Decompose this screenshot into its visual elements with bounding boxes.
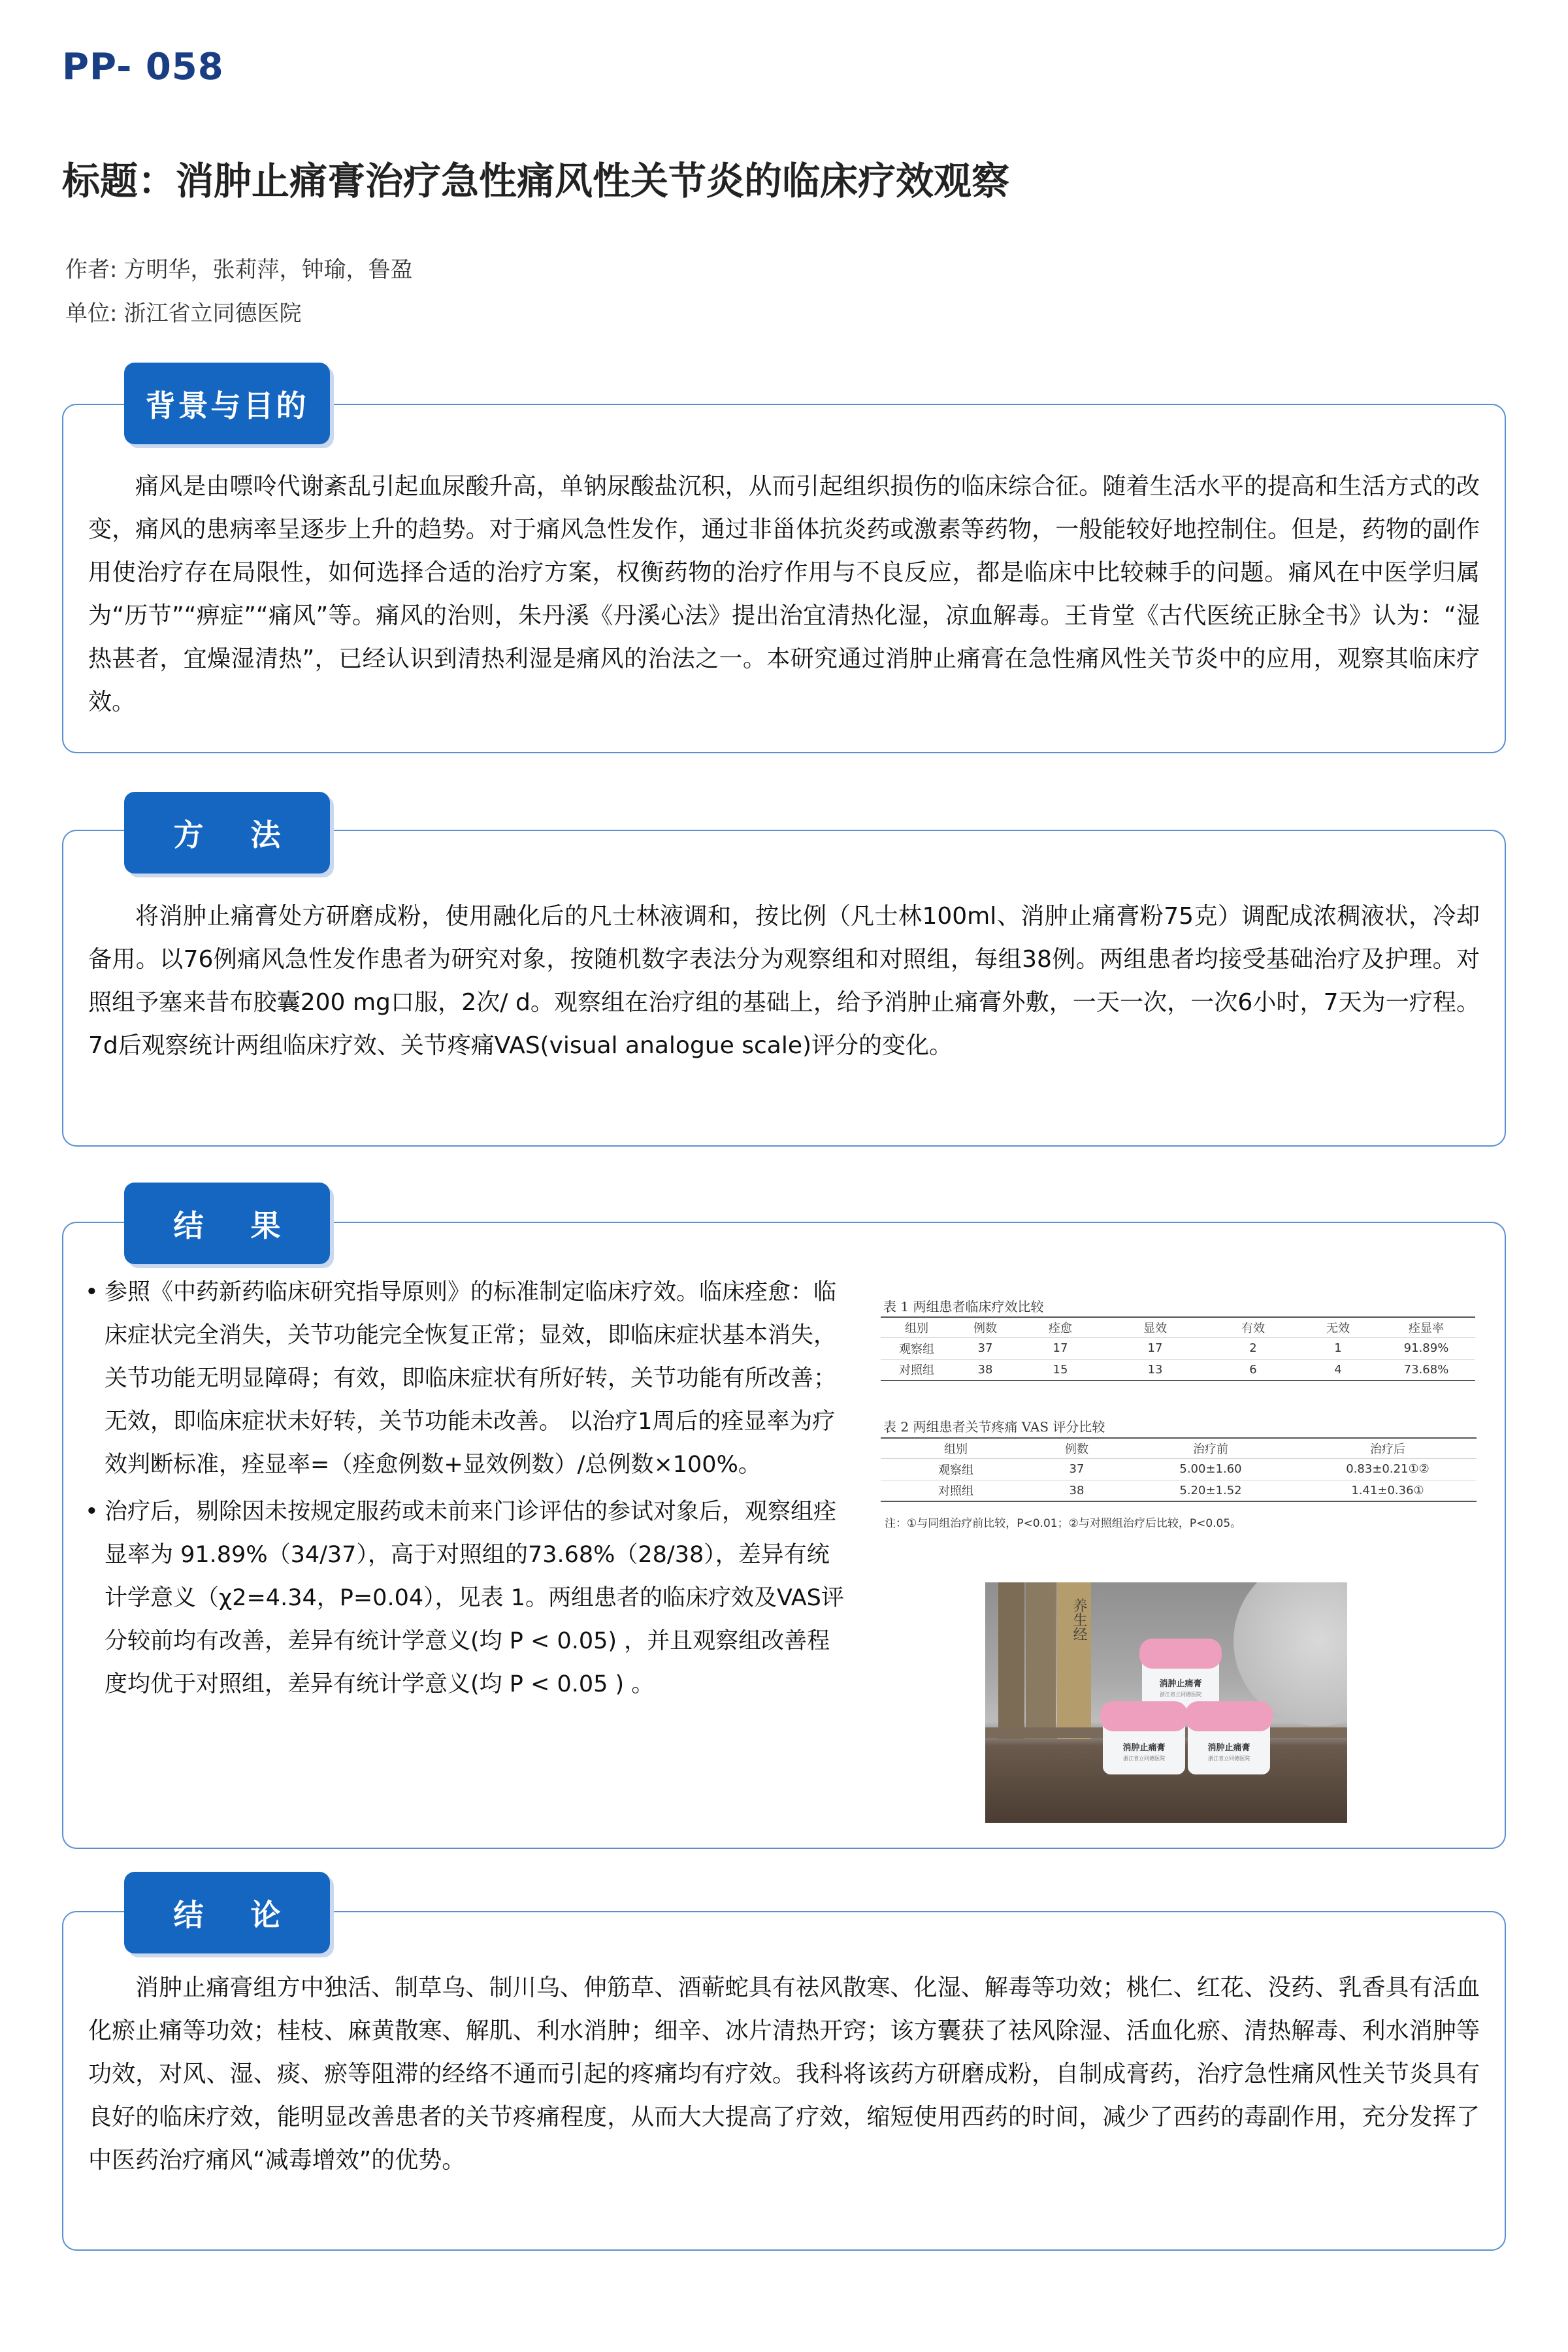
- book-spine: [998, 1582, 1024, 1739]
- table2-header: 治疗前: [1122, 1438, 1299, 1458]
- table-row: [881, 1337, 1475, 1359]
- table1-cell: 37: [953, 1337, 1018, 1359]
- table1-cell: 15: [1018, 1359, 1103, 1380]
- results-heading: 结 果: [124, 1183, 330, 1264]
- methods-heading: 方 法: [124, 792, 330, 874]
- table1-cell: 13: [1103, 1359, 1207, 1380]
- table1-cell: 观察组: [881, 1337, 953, 1359]
- conclusion-text: 消肿止痛膏组方中独活、制草乌、制川乌、伸筋草、酒蕲蛇具有祛风散寒、化湿、解毒等功效；桃仁、红花、没药、乳香具有活血化瘀止痛等功效；桂枝、麻黄散寒、解肌、利水消肿；细辛、冰片清热开窍；该方囊获了祛风除湿、活血化瘀、清热解毒、利水消肿等功效，对风、湿、痰、瘀等阻滞的经络不通而引起的疼痛均有疗效。我科将该药方研磨成粉，自制成膏药，治疗急性痛风性关节炎具有良好的临床疗效，能明显改善患者的关节疼痛程度，从而大大提高了疗效，缩短使用西药的时间，减少了西药的毒副作用，充分发挥了中医药治疗痛风“减毒增效”的优势。: [88, 1974, 1480, 2174]
- product-photo: [985, 1582, 1347, 1823]
- ointment-jar: [1103, 1705, 1185, 1774]
- unit-name: 浙江省立同德医院: [123, 301, 302, 327]
- author-line: [65, 252, 412, 284]
- table1-header-row: [881, 1317, 1475, 1337]
- jar-label: 消肿止痛膏: [1122, 1743, 1166, 1753]
- table2-cell: 对照组: [881, 1480, 1031, 1501]
- table2-header: 组别: [881, 1438, 1031, 1458]
- table1-cell: 38: [953, 1359, 1018, 1380]
- table1-header: 无效: [1299, 1317, 1377, 1337]
- results-bullet-2: • 治疗后，剔除因未按规定服药或未前来门诊评估的参试对象后，观察组痊显率为 91.89%（34/37），高于对照组的73.68%（28/38），差异有统计学意义（χ2=4.34，P=0.04），见表 1。两组患者的临床疗效及VAS评分较前均有改善，差异有统计学意义(均 P < 0.05) ，并且观察组改善程度均优于对照组，差异有统计学意义(均 P < 0.05 ) 。: [85, 1490, 849, 1706]
- table1-header: 组别: [881, 1317, 953, 1337]
- ointment-jar: [1142, 1642, 1219, 1710]
- author-names: 方明华，张莉萍，钟瑜，鲁盈: [123, 257, 413, 283]
- table1-cell: 1: [1299, 1337, 1377, 1359]
- table-row: [881, 1359, 1475, 1380]
- table1-header: 痊愈: [1018, 1317, 1103, 1337]
- ointment-jar: [1188, 1705, 1270, 1774]
- table1-caption: 表 1 两组患者临床疗效比较: [883, 1299, 1044, 1315]
- table-row: [881, 1480, 1477, 1501]
- table2-cell: 37: [1031, 1458, 1122, 1480]
- table2-header: 例数: [1031, 1438, 1122, 1458]
- table1-cell: 对照组: [881, 1359, 953, 1380]
- poster-code: PP- 058: [62, 46, 224, 88]
- jar-lid: [1139, 1639, 1222, 1669]
- table1-cell: 4: [1299, 1359, 1377, 1380]
- poster-title: 标题：消肿止痛膏治疗急性痛风性关节炎的临床疗效观察: [62, 159, 1010, 203]
- table2-header: 治疗后: [1299, 1438, 1477, 1458]
- background-heading: 背景与目的: [124, 363, 330, 444]
- table2-header-row: [881, 1438, 1477, 1458]
- unit-label: 单位:: [65, 301, 118, 327]
- table2-cell: 观察组: [881, 1458, 1031, 1480]
- table1-header: 有效: [1207, 1317, 1299, 1337]
- table2-cell: 1.41±0.36①: [1299, 1480, 1477, 1501]
- table1-cell: 73.68%: [1377, 1359, 1475, 1380]
- jar-subtitle: 浙江省立同德医院: [1208, 1756, 1250, 1761]
- table2: [881, 1437, 1477, 1502]
- background-text: 痛风是由嘌呤代谢紊乱引起血尿酸升高，单钠尿酸盐沉积，从而引起组织损伤的临床综合征。随着生活水平的提高和生活方式的改变，痛风的患病率呈逐步上升的趋势。对于痛风急性发作，通过非甾体抗炎药或激素等药物，一般能较好地控制住。但是，药物的副作用使治疗存在局限性，如何选择合适的治疗方案，权衡药物的治疗作用与不良反应，都是临床中比较棘手的问题。痛风在中医学归属为“历节”“痹症”“痛风”等。痛风的治则，朱丹溪《丹溪心法》提出治宜清热化湿，凉血解毒。王肯堂《古代医统正脉全书》认为：“湿热甚者，宜燥湿清热”，已经认识到清热利湿是痛风的治法之一。本研究通过消肿止痛膏在急性痛风性关节炎中的应用，观察其临床疗效。: [88, 473, 1480, 715]
- book-title: 养生经: [1071, 1598, 1087, 1641]
- table1: [881, 1316, 1475, 1381]
- unit-line: [65, 295, 301, 327]
- table1-header: 痊显率: [1377, 1317, 1475, 1337]
- table2-cell: 0.83±0.21①②: [1299, 1458, 1477, 1480]
- table1-cell: 2: [1207, 1337, 1299, 1359]
- table2-cell: 5.20±1.52: [1122, 1480, 1299, 1501]
- methods-text: 将消肿止痛膏处方研磨成粉，使用融化后的凡士林液调和，按比例（凡士林100ml、消肿止痛膏粉75克）调配成浓稠液状，冷却备用。以76例痛风急性发作患者为研究对象，按随机数字表法分为观察组和对照组，每组38例。两组患者均接受基础治疗及护理。对照组予塞来昔布胶囊200 mg口服，2次/ d。观察组在治疗组的基础上，给予消肿止痛膏外敷，一天一次，一次6小时，7天为一疗程。7d后观察统计两组临床疗效、关节疼痛VAS(visual analogue scale)评分的变化。: [88, 903, 1480, 1059]
- author-label: 作者:: [65, 257, 118, 283]
- jar-subtitle: 浙江省立同德医院: [1160, 1691, 1201, 1697]
- table2-cell: 38: [1031, 1480, 1122, 1501]
- table1-cell: 17: [1018, 1337, 1103, 1359]
- table1-cell: 17: [1103, 1337, 1207, 1359]
- table2-caption: 表 2 两组患者关节疼痛 VAS 评分比较: [883, 1419, 1105, 1435]
- table1-header: 例数: [953, 1317, 1018, 1337]
- jar-label: 消肿止痛膏: [1159, 1679, 1202, 1689]
- table1-header: 显效: [1103, 1317, 1207, 1337]
- jar-label: 消肿止痛膏: [1207, 1743, 1250, 1753]
- table-row: [881, 1458, 1477, 1480]
- book-spine: [1026, 1582, 1056, 1739]
- conclusion-heading: 结 论: [124, 1872, 330, 1953]
- jar-subtitle: 浙江省立同德医院: [1123, 1756, 1165, 1761]
- table1-cell: 91.89%: [1377, 1337, 1475, 1359]
- jar-lid: [1100, 1701, 1188, 1731]
- results-bullets: [85, 1271, 849, 1710]
- table2-cell: 5.00±1.60: [1122, 1458, 1299, 1480]
- results-bullet-1: • 参照《中药新药临床研究指导原则》的标准制定临床疗效。临床痊愈：临床症状完全消失，关节功能完全恢复正常；显效，即临床症状基本消失，关节功能无明显障碍；有效，即临床症状有所好转，关节功能有所改善；无效，即临床症状未好转，关节功能未改善。 以治疗1周后的痊显率为疗效判断标准，痊显率=（痊愈例数+显效例数）/总例数×100%。: [85, 1271, 849, 1486]
- jar-lid: [1185, 1701, 1273, 1731]
- table1-cell: 6: [1207, 1359, 1299, 1380]
- table-note: 注：①与同组治疗前比较，P<0.01；②与对照组治疗后比较，P<0.05。: [885, 1517, 1242, 1530]
